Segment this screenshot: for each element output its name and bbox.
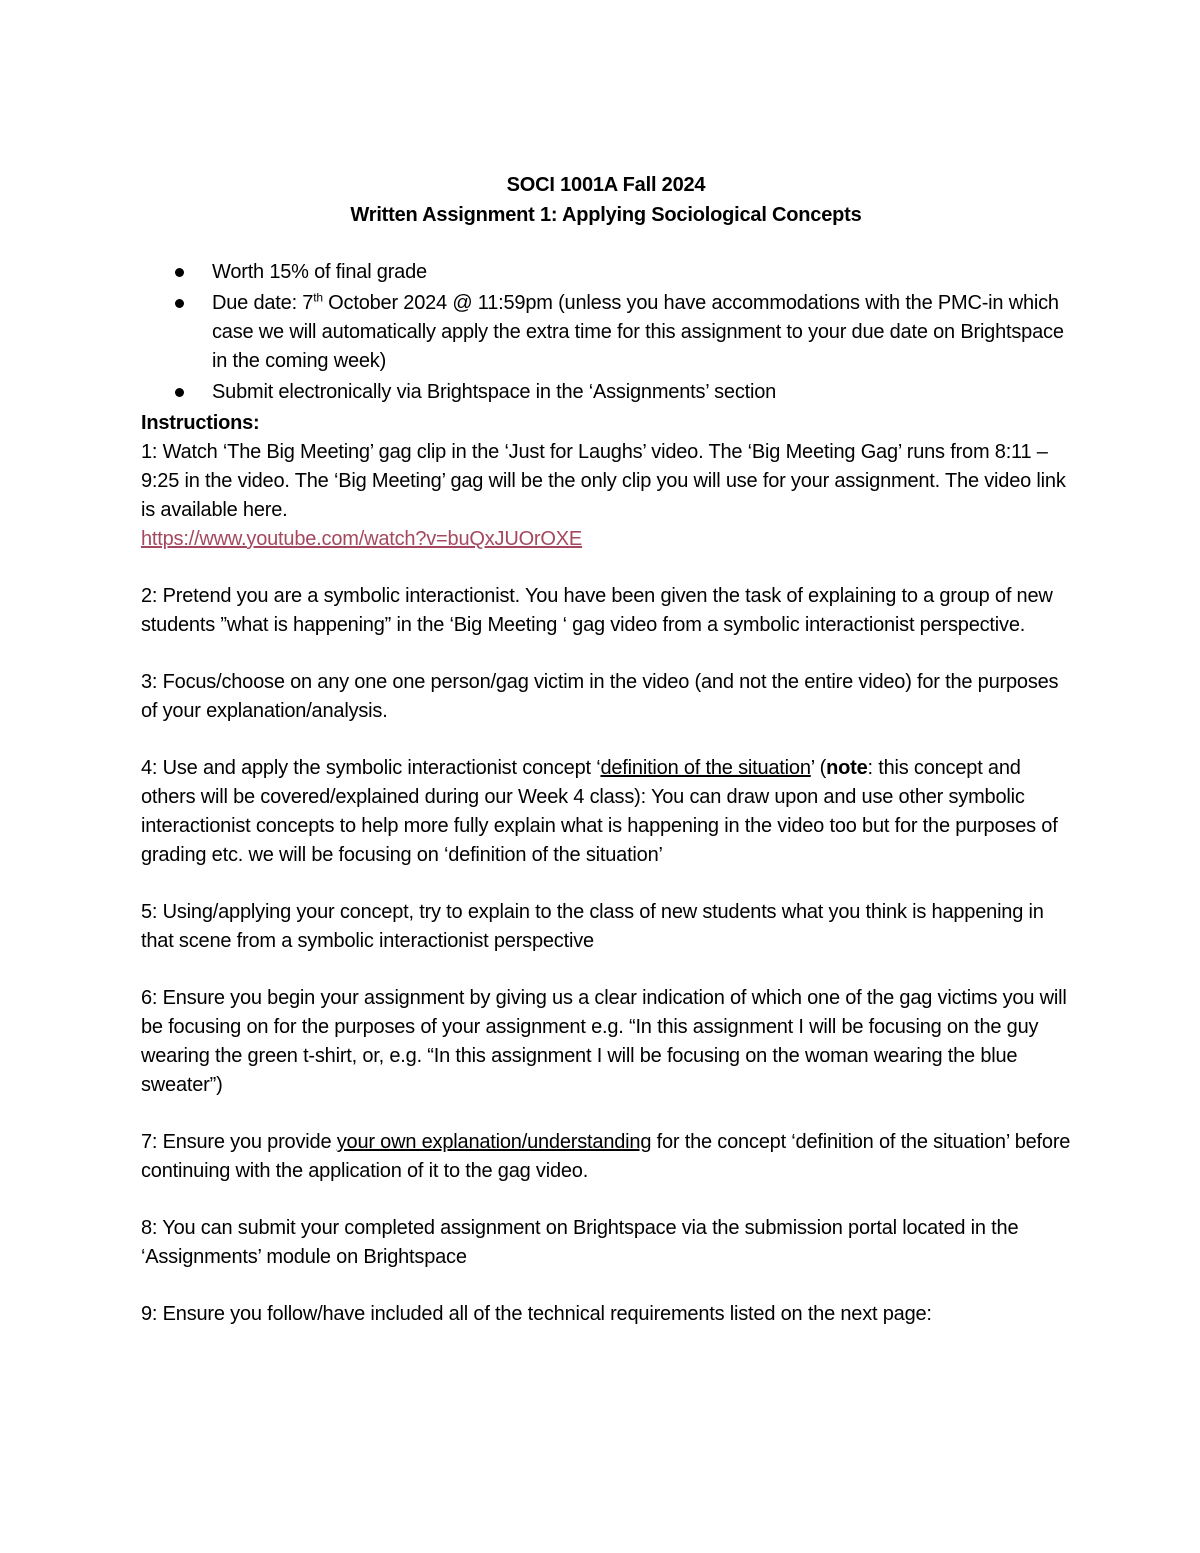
instruction-5: 5: Using/applying your concept, try to explain to the class of new students what you think is happening in that scene from a symbolic interactionist perspective bbox=[141, 901, 1044, 952]
document-body bbox=[141, 170, 1071, 1357]
bullet-icon bbox=[175, 388, 184, 397]
bullet-icon bbox=[175, 299, 184, 308]
instruction-3: 3: Focus/choose on any one one person/gag victim in the video (and not the entire video) for the purposes of your explanation/analysis. bbox=[141, 671, 1059, 722]
course-title: SOCI 1001A Fall 2024 bbox=[506, 174, 706, 196]
instruction-9: 9: Ensure you follow/have included all of the technical requirements listed on the next page: bbox=[141, 1303, 932, 1325]
instruction-8: 8: You can submit your completed assignment on Brightspace via the submission portal located in the ‘Assignments’ module on Brightspace bbox=[141, 1217, 1019, 1268]
instructions-heading: Instructions: bbox=[141, 412, 260, 434]
note-bold: note bbox=[826, 757, 868, 779]
submission-text: Submit electronically via Brightspace in the ‘Assignments’ section bbox=[212, 381, 777, 403]
worth-text: Worth 15% of final grade bbox=[212, 261, 427, 283]
instruction-4: 4: Use and apply the symbolic interactionist concept ‘definition of the situation’ (note: this concept and others will be covered/explained during our Week 4 class): You can draw upon and use other symbolic interactionist concepts to help more fully explain what is happening in the video too but for the purposes of grading etc. we will be focusing on ‘definition of the situation’ bbox=[141, 757, 1058, 866]
concept-underlined: definition of the situation bbox=[600, 757, 811, 779]
list-item bbox=[141, 378, 1071, 407]
due-date-text: Due date: 7th October 2024 @ 11:59pm (unless you have accommodations with the PMC-in which case we will automatically apply the extra time for this assignment to your due date on Brightspace in the coming week) bbox=[212, 290, 1064, 372]
bullet-icon bbox=[175, 268, 184, 277]
list-item bbox=[141, 289, 1071, 376]
instruction-1: 1: Watch ‘The Big Meeting’ gag clip in the ‘Just for Laughs’ video. The ‘Big Meeting Gag’ runs from 8:11 – 9:25 in the video. The ‘Big Meeting’ gag will be the only clip you will use for your assignment. The video link is available here. bbox=[141, 441, 1066, 521]
video-link[interactable]: https://www.youtube.com/watch?v=buQxJUOrOXE bbox=[141, 528, 583, 550]
instruction-7: 7: Ensure you provide your own explanation/understanding for the concept ‘definition of the situation’ before continuing with the application of it to the gag video. bbox=[141, 1131, 1071, 1182]
assignment-title: Written Assignment 1: Applying Sociological Concepts bbox=[350, 204, 862, 226]
instruction-2: 2: Pretend you are a symbolic interactionist. You have been given the task of explaining to a group of new students ”what is happening” in the ‘Big Meeting ‘ gag video from a symbolic interactionist perspective. bbox=[141, 585, 1053, 636]
list-item bbox=[141, 258, 1071, 287]
assignment-details-list bbox=[141, 258, 1071, 407]
instruction-6: 6: Ensure you begin your assignment by giving us a clear indication of which one of the gag victims you will be focusing on for the purposes of your assignment e.g. “In this assignment I will be focusing on the guy wearing the green t-shirt, or, e.g. “In this assignment I will be focusing on the woman wearing the blue sweater”) bbox=[141, 987, 1067, 1096]
own-explanation-underlined: your own explanation/understanding bbox=[336, 1131, 652, 1153]
